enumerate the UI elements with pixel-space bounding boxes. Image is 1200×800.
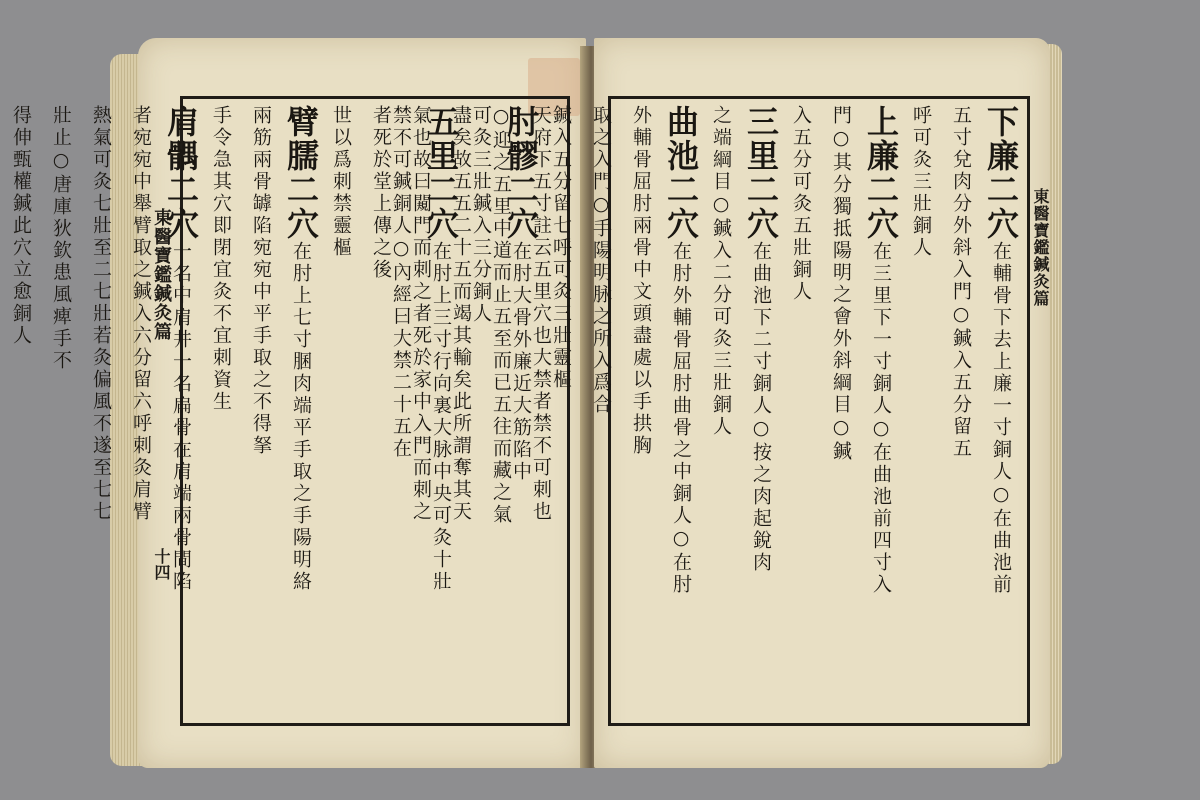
column-text: 在三里下一寸銅人○在曲池前四寸入 bbox=[870, 241, 892, 596]
column-text: 鍼入五分留七呼可灸三壯靈樞 bbox=[550, 105, 572, 391]
left-margin-title: 東醫寶鑑鍼灸篇 bbox=[151, 208, 172, 341]
acupoint-heading: 曲池二穴 bbox=[662, 105, 700, 241]
column-text: 熱氣可灸七壯至二七壯若灸偏風不遂至七七 bbox=[90, 105, 112, 523]
column-text: 在肘上七寸䐃肉端平手取之手陽明絡 bbox=[290, 241, 312, 593]
column-text: 禁不可鍼銅人○內經曰大禁二十五在 bbox=[390, 105, 412, 460]
text-column bbox=[621, 105, 661, 717]
column-text: 盡矣故五五二十五而竭其輸矣此所謂奪其天 bbox=[450, 105, 472, 523]
text-column bbox=[741, 105, 781, 717]
folio-number: 十四 bbox=[152, 548, 171, 580]
column-text: 天府下五寸註云五里穴也大禁者禁不可刺也 bbox=[530, 105, 552, 523]
text-column bbox=[541, 105, 581, 717]
column-text: 在曲池下二寸銅人○按之肉起銳肉 bbox=[750, 241, 772, 574]
column-text: 氣也故曰闚門而刺之者死於家中入門而刺之 bbox=[410, 105, 432, 523]
column-text: 者宛宛中舉臂取之鍼入六分留六呼刺灸肩臂 bbox=[130, 105, 152, 523]
acupoint-heading: 肘髎二穴 bbox=[502, 105, 540, 241]
acupoint-heading: 臂臑二穴 bbox=[282, 105, 320, 241]
column-text: 五寸兌肉分外斜入門○鍼入五分留五 bbox=[950, 105, 972, 460]
text-column bbox=[901, 105, 941, 717]
column-text: 一名中肩井一名扁骨在肩端兩骨間陷 bbox=[170, 241, 192, 593]
text-column bbox=[461, 105, 501, 717]
text-column bbox=[861, 105, 901, 717]
column-text: 可灸三壯鍼入三分銅人 bbox=[470, 105, 492, 325]
text-column bbox=[321, 105, 361, 717]
column-text: 入五分可灸五壯銅人 bbox=[790, 105, 812, 303]
text-column bbox=[41, 105, 81, 717]
column-text: 手令急其穴即閉宜灸不宜刺資生 bbox=[210, 105, 232, 413]
text-column bbox=[161, 105, 201, 717]
text-column bbox=[81, 105, 121, 717]
acupoint-heading: 上廉二穴 bbox=[862, 105, 900, 241]
text-column bbox=[1, 105, 41, 717]
column-text: 呼可灸三壯銅人 bbox=[910, 105, 932, 259]
column-text: 壯止○唐庫狄欽患風痺手不 bbox=[50, 105, 72, 372]
column-text: 者死於堂上傳之後 bbox=[370, 105, 392, 281]
column-text: 在輔骨下去上廉一寸銅人○在曲池前 bbox=[990, 241, 1012, 596]
text-column bbox=[981, 105, 1021, 717]
text-column bbox=[581, 105, 621, 717]
text-column bbox=[701, 105, 741, 717]
open-book bbox=[10, 28, 1062, 776]
column-text: 在肘大骨外廉近大筋陷中 bbox=[510, 241, 532, 483]
text-column bbox=[201, 105, 241, 717]
column-text: 兩筋兩骨罅陷宛宛中平手取之不得拏 bbox=[250, 105, 272, 457]
text-column bbox=[421, 105, 461, 717]
column-text: 之端綱目○鍼入二分可灸三壯銅人 bbox=[710, 105, 732, 438]
column-text: 得伸甄權鍼此穴立愈銅人 bbox=[10, 105, 32, 347]
acupoint-heading: 下廉二穴 bbox=[982, 105, 1020, 241]
column-text: 外輔骨屈肘兩骨中文頭盡處以手拱胸 bbox=[630, 105, 652, 457]
text-column bbox=[781, 105, 821, 717]
acupoint-heading: 五里二穴 bbox=[422, 105, 460, 241]
column-text: 在肘上三寸行向裏大脉中央可灸十壯 bbox=[430, 241, 452, 593]
column-text: 門○其分獨抵陽明之會外斜綱目○鍼 bbox=[830, 105, 852, 463]
acupoint-heading: 三里二穴 bbox=[742, 105, 780, 241]
text-column bbox=[661, 105, 701, 717]
column-text: 取之入門○手陽明脉之所入爲合 bbox=[590, 105, 612, 416]
text-column bbox=[821, 105, 861, 717]
text-column bbox=[281, 105, 321, 717]
text-column bbox=[241, 105, 281, 717]
text-column bbox=[501, 105, 541, 717]
column-text: ○迎之五里中道而止五至而已五往而藏之氣 bbox=[490, 105, 512, 526]
text-column bbox=[941, 105, 981, 717]
column-text: 世以爲刺禁靈樞 bbox=[330, 105, 352, 259]
text-column bbox=[381, 105, 421, 717]
column-text: 在肘外輔骨屈肘曲骨之中銅人○在肘 bbox=[670, 241, 692, 596]
acupoint-heading: 肩髃二穴 bbox=[162, 105, 200, 241]
right-margin-title: 東醫寶鑑鍼灸篇 bbox=[1031, 188, 1050, 307]
text-column bbox=[121, 105, 161, 717]
